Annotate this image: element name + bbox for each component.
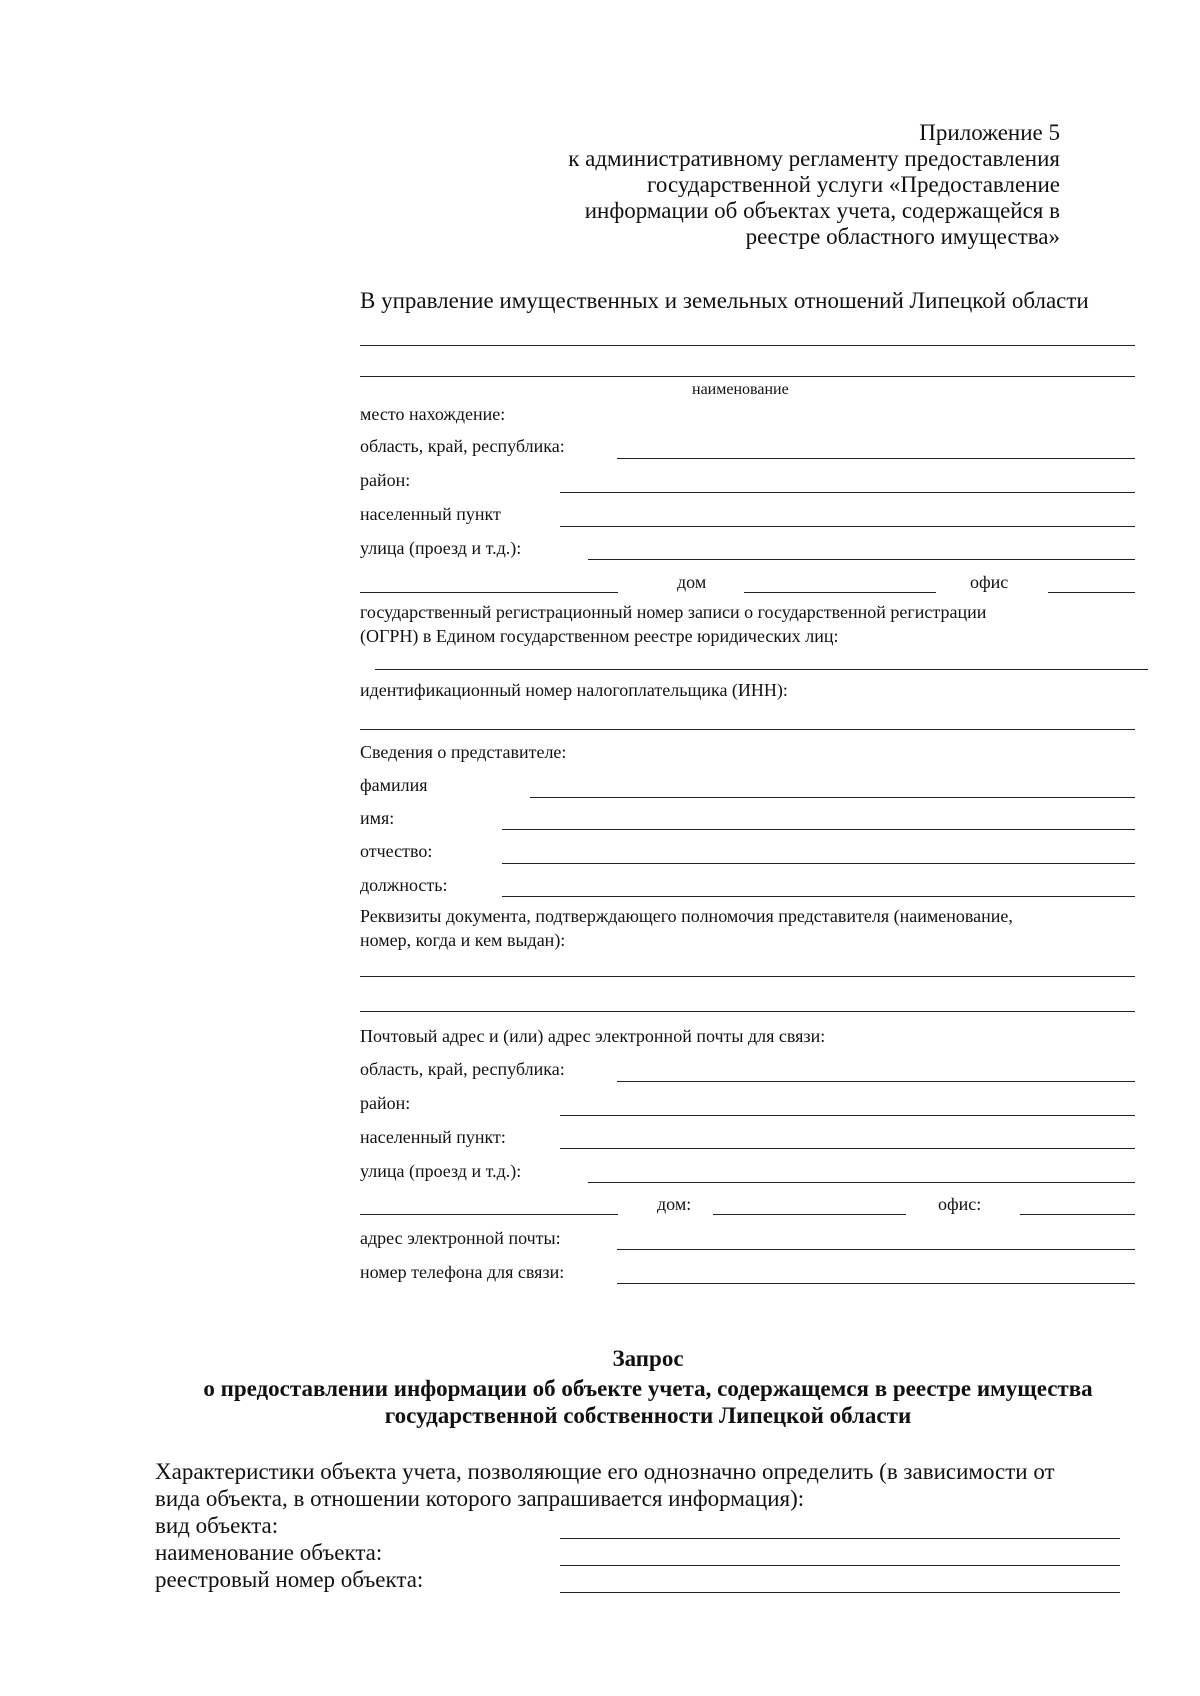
postal-district-field[interactable] — [560, 1115, 1135, 1116]
applicant-name-caption: наименование — [692, 381, 789, 398]
phone-field[interactable] — [617, 1283, 1135, 1284]
patronymic-label: отчество: — [360, 841, 433, 861]
surname-field[interactable] — [530, 797, 1135, 798]
object-kind-label: вид объекта: — [155, 1513, 279, 1538]
street-field[interactable] — [588, 559, 1135, 560]
postal-region-label: область, край, республика: — [360, 1059, 565, 1079]
postal-title: Почтовый адрес и (или) адрес электронной почты для связи: — [360, 1026, 826, 1046]
inn-field[interactable] — [360, 729, 1135, 730]
street-label: улица (проезд и т.д.): — [360, 538, 522, 558]
header-line-4: информации об объектах учета, содержащейся в — [584, 198, 1060, 223]
authority-doc-label-line-1: Реквизиты документа, подтверждающего полномочия представителя (наименование, — [360, 906, 1013, 926]
postal-office-label: офис: — [938, 1194, 982, 1214]
postal-settlement-label: населенный пункт: — [360, 1127, 506, 1147]
office-field[interactable] — [1048, 592, 1135, 593]
authority-doc-field-2[interactable] — [360, 1011, 1135, 1012]
postal-region-field[interactable] — [617, 1081, 1135, 1082]
object-name-label: наименование объекта: — [155, 1540, 383, 1565]
object-name-field[interactable] — [560, 1565, 1120, 1566]
request-title: Запрос — [612, 1346, 684, 1371]
object-registry-number-label: реестровый номер объекта: — [155, 1567, 424, 1592]
ogrn-field[interactable] — [375, 669, 1148, 670]
characteristics-intro-line-1: Характеристики объекта учета, позволяющие его однозначно определить (в зависимости от — [155, 1459, 1055, 1484]
postal-settlement-field[interactable] — [560, 1148, 1135, 1149]
postal-office-field[interactable] — [1020, 1214, 1135, 1215]
position-field[interactable] — [502, 896, 1135, 897]
location-label: место нахождение: — [360, 404, 506, 424]
district-field[interactable] — [560, 492, 1135, 493]
email-label: адрес электронной почты: — [360, 1228, 561, 1248]
surname-label: фамилия — [360, 775, 428, 795]
representative-title: Сведения о представителе: — [360, 742, 567, 762]
header-line-3: государственной услуги «Предоставление — [647, 172, 1060, 197]
office-label: офис — [970, 572, 1009, 592]
postal-street-label: улица (проезд и т.д.): — [360, 1161, 522, 1181]
recipient-line: В управление имущественных и земельных отношений Липецкой области — [360, 288, 1089, 313]
email-field[interactable] — [617, 1249, 1135, 1250]
postal-street-field[interactable] — [588, 1182, 1135, 1183]
house-label: дом — [677, 572, 707, 592]
header-line-2: к административному регламенту предоставления — [568, 146, 1060, 171]
position-label: должность: — [360, 875, 448, 895]
request-subtitle-line-1: о предоставлении информации об объекте учета, содержащемся в реестре имущества — [203, 1376, 1093, 1401]
settlement-label: населенный пункт — [360, 504, 501, 524]
applicant-name-line-2[interactable] — [360, 376, 1135, 377]
characteristics-intro-line-2: вида объекта, в отношении которого запрашивается информация): — [155, 1486, 805, 1511]
authority-doc-label-line-2: номер, когда и кем выдан): — [360, 930, 566, 950]
settlement-field[interactable] — [560, 526, 1135, 527]
phone-label: номер телефона для связи: — [360, 1262, 565, 1282]
house-field[interactable] — [744, 592, 936, 593]
first-name-label: имя: — [360, 808, 395, 828]
postal-house-field[interactable] — [713, 1214, 906, 1215]
inn-label: идентификационный номер налогоплательщика (ИНН): — [360, 680, 788, 700]
street-continuation-field[interactable] — [360, 592, 618, 593]
request-subtitle-line-2: государственной собственности Липецкой области — [384, 1403, 912, 1428]
header-line-1: Приложение 5 — [919, 120, 1060, 145]
postal-house-label: дом: — [657, 1194, 692, 1214]
first-name-field[interactable] — [502, 829, 1135, 830]
patronymic-field[interactable] — [502, 863, 1135, 864]
ogrn-label-line-2: (ОГРН) в Едином государственном реестре юридических лиц: — [360, 626, 839, 646]
object-kind-field[interactable] — [560, 1538, 1120, 1539]
ogrn-label-line-1: государственный регистрационный номер записи о государственной регистрации — [360, 602, 987, 622]
region-field[interactable] — [617, 458, 1135, 459]
postal-district-label: район: — [360, 1093, 411, 1113]
applicant-name-line-1[interactable] — [360, 345, 1135, 346]
object-registry-number-field[interactable] — [560, 1592, 1120, 1593]
region-label: область, край, республика: — [360, 436, 565, 456]
header-line-5: реестре областного имущества» — [745, 224, 1060, 249]
district-label: район: — [360, 470, 411, 490]
postal-street-continuation-field[interactable] — [360, 1214, 618, 1215]
authority-doc-field-1[interactable] — [360, 976, 1135, 977]
